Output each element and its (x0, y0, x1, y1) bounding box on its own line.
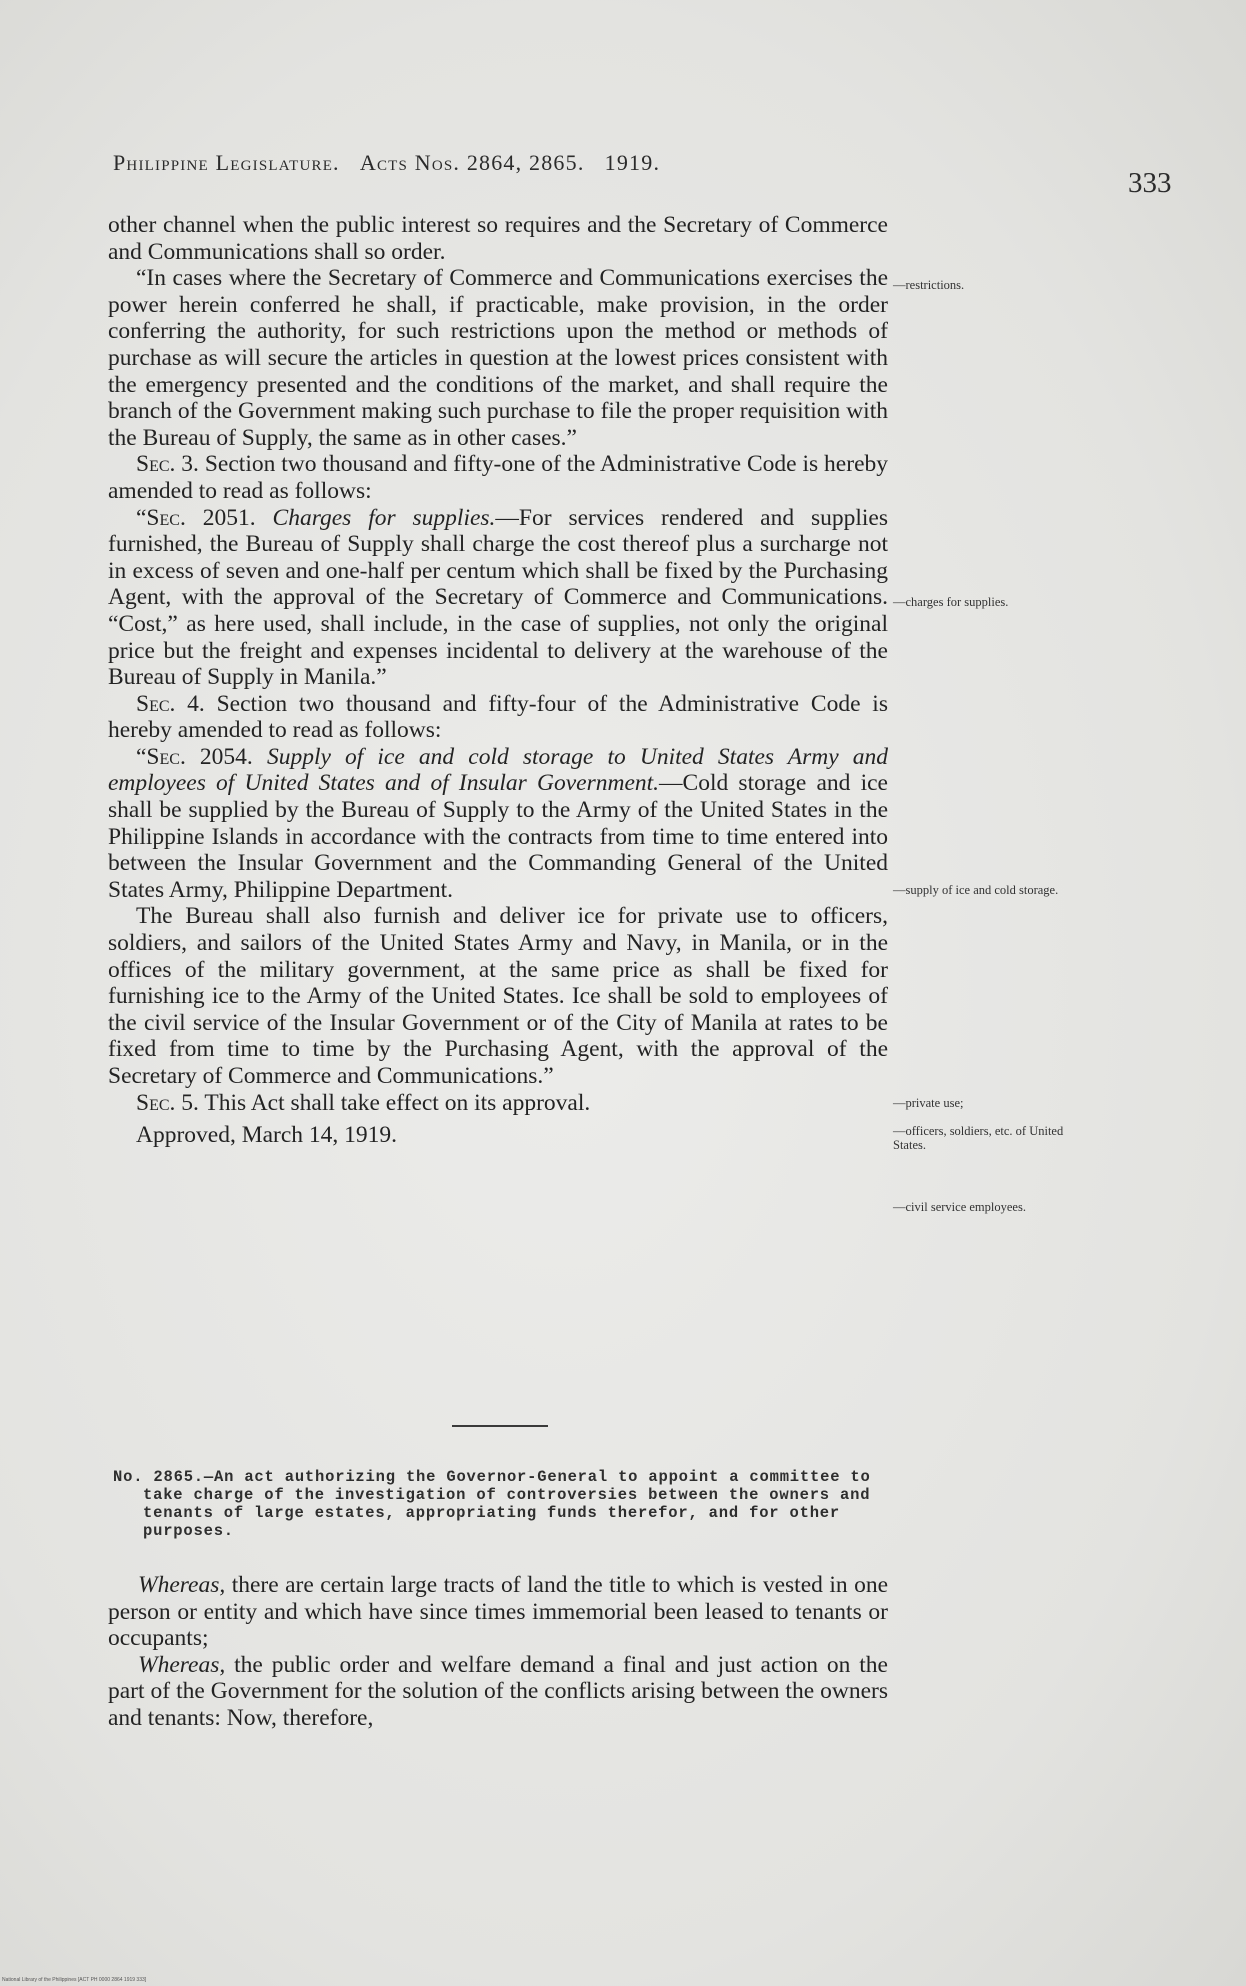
running-head (113, 150, 883, 176)
section-4 (108, 691, 888, 744)
margin-note-restrictions: —restrictions. (893, 278, 965, 292)
whereas-clause-1-text: there are certain large tracts of land the title to which is vested in one person or entity and which have since times immemorial been leased to tenants or occupants; (108, 1572, 889, 1652)
margin-note-private-use: —private use; (893, 1096, 964, 1110)
paragraph-ice-private-use: The Bureau shall also furnish and deliver ice for private use to officers, soldiers, and sailors of the United States Army and Navy, in Manila, or in the offices of the military government, at the same price as shall be fixed for furnishing ice to the Army of the United States. Ice shall be sold to employees of the civil service of the Insular Government or of the City of Manila at rates to be fixed from time to time by the Purchasing Agent, with the approval of the Secretary of Commerce and Communications.” (108, 903, 888, 1089)
section-3 (108, 451, 888, 504)
section-5-label: Sec. 5. (136, 1089, 199, 1116)
paragraph-restrictions: “In cases where the Secretary of Commerce and Communications exercises the power herein conferred he shall, if practicable, make provision, in the order conferring the authority, for such restrictions upon the method or methods of purchase as will secure the articles in question at the lowest prices consistent with the emergency presented and the conditions of the market, and shall require the branch of the Government making such purchase to file the proper requisition with the Bureau of Supply, the same as in other cases.” (108, 265, 888, 451)
section-4-label: Sec. 4. (136, 690, 205, 717)
section-3-label: Sec. 3. (136, 451, 199, 478)
section-2054-text: —Cold storage and ice shall be supplied by the Bureau of Supply to the Army of the United States in the Philippine Islands in accordance with the contracts from time to time entered into between the Insular Government and the Commanding General of the United States Army, Philippine Department. (108, 770, 888, 903)
approved-date: Approved, March 14, 1919. (136, 1122, 398, 1149)
paragraph-continuation: other channel when the public interest so requires and the Secretary of Commerce and Communications shall so order. (108, 212, 888, 265)
section-2054 (108, 744, 888, 904)
running-head-year: 1919. (604, 150, 661, 175)
body-text (108, 212, 888, 1149)
margin-note-supply-ice: —supply of ice and cold storage. (893, 883, 1059, 897)
whereas-clause-1 (108, 1572, 888, 1652)
margin-note-charges: —charges for supplies. (893, 595, 1009, 609)
section-divider (452, 1425, 548, 1427)
whereas-clause-2-text: the public order and welfare demand a final and just action on the part of the Government for the solution of the conflicts arising between the owners and tenants: Now, therefore, (108, 1651, 888, 1731)
margin-note-civil-service: —civil service employees. (893, 1200, 1026, 1214)
whereas-clause-2 (108, 1652, 888, 1732)
whereas-word: Whereas, (138, 1651, 226, 1678)
footer-credit: National Library of the Philippines [ACT PH 0000 2864 1919 333] (2, 1977, 147, 1983)
act-2865-title: No. 2865.—An act authorizing the Governor-General to appoint a committee to take charge of the investigation of controversies between the owners and tenants of large estates, appropriating funds therefor, and for other purposes. (113, 1468, 871, 1540)
margin-note-officers: —officers, soldiers, etc. of United States. (893, 1124, 1064, 1152)
page-number: 333 (1128, 167, 1172, 199)
whereas-word: Whereas, (138, 1572, 226, 1598)
section-2054-heading: Supply of ice and cold storage to United States Army and employees of United States and of Insular Government. (108, 743, 889, 797)
running-head-name: Philippine Legislature. (113, 150, 340, 175)
section-2051-text: —For services rendered and supplies furnished, the Bureau of Supply shall charge the cost thereof plus a surcharge not in excess of seven and one-half per centum which shall be fixed by the Purchasing Agent, with the approval of the Secretary of Commerce and Communications. “Cost,” as here used, shall include, in the case of supplies, not only the original price but the freight and expenses incidental to delivery at the warehouse of the Bureau of Supply in Manila.” (108, 504, 889, 691)
running-head-acts: Acts Nos. 2864, 2865. (359, 150, 585, 175)
section-2054-label: “Sec. 2054. (136, 743, 253, 770)
whereas-clauses (108, 1572, 888, 1732)
section-3-text: Section two thousand and fifty-one of the Administrative Code is hereby amended to read as follows: (108, 451, 888, 504)
section-5 (108, 1090, 888, 1117)
section-4-text: Section two thousand and fifty-four of the Administrative Code is hereby amended to read as follows: (108, 690, 888, 744)
section-5-text: This Act shall take effect on its approval. (204, 1089, 591, 1116)
section-2051-label: “Sec. 2051. (136, 504, 256, 531)
section-2051 (108, 505, 888, 691)
section-2051-heading: Charges for supplies. (272, 504, 496, 531)
